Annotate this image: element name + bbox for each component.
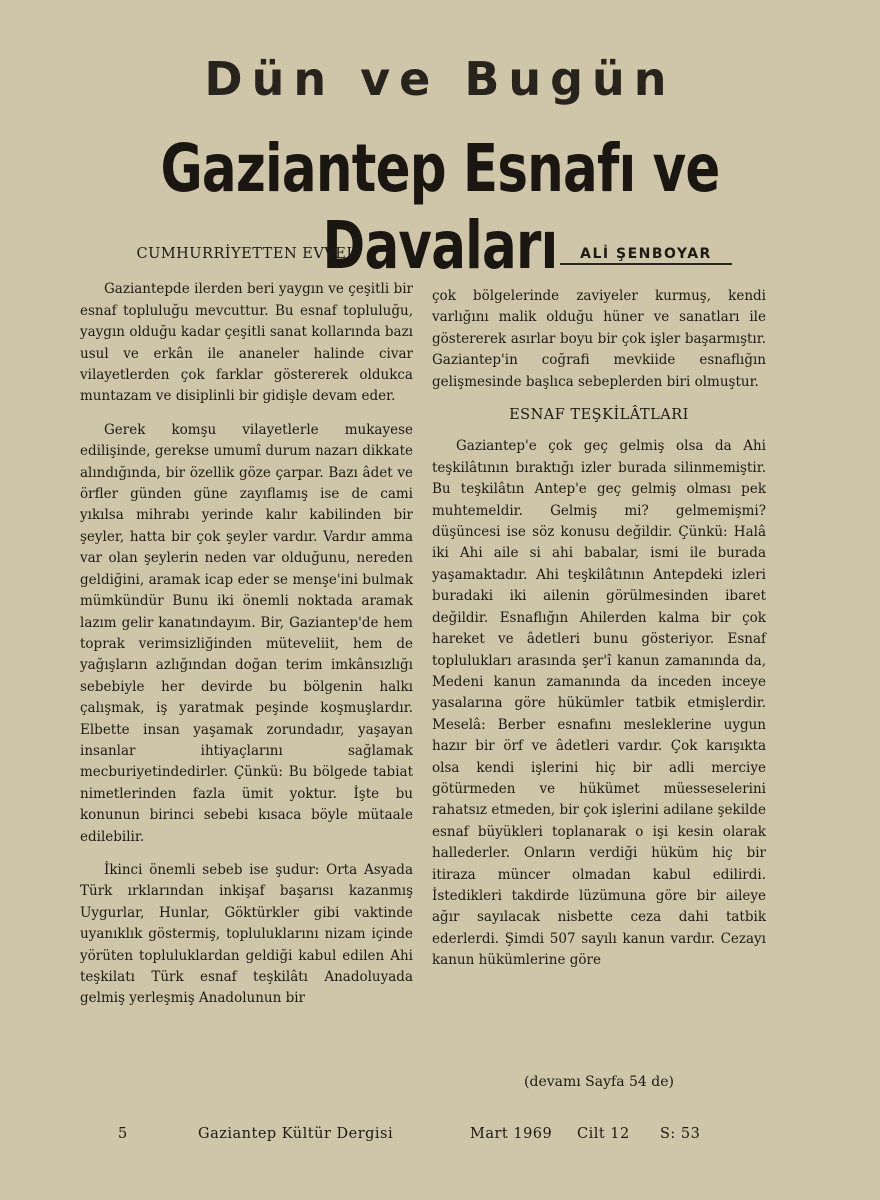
left-paragraph-3: İkinci önemli sebeb ise şudur: Orta Asyada Türk ırklarından inkişaf başarısı kazanmış Uygurlar, Hunlar, Göktürkler gibi vaktinde uyanıklık göstermiş, topluluklarını nizam içinde yörüten topluluklardan geldiği kabul edilen Ahi teşkilatı Türk esnaf teşkilâtı Anadoluyada gelmiş yerleşmiş Anadolunun bir	[80, 861, 413, 1007]
left-paragraph-1: Gaziantepde ilerden beri yaygın ve çeşitli bir esnaf topluluğu mevcuttur. Bu esnaf topluluğu, yaygın olduğu kadar çeşitli sanat kollarında bazı usul ve erkân ile ananeler halinde civar vilayetlerden çok farklar göstererek oldukca muntazam ve disiplinli bir gidişle devam eder.	[80, 281, 413, 405]
footer-issue: S: 53	[660, 1126, 701, 1142]
right-paragraph-1: Gaziantep'e çok geç gelmiş olsa da Ahi teşkilâtının bıraktığı izler burada silinmemiştir. Bu teşkilâtın Antep'e geç gelmiş olması pek muhtemeldir. Gelmiş mi? gelmemişmi? düşüncesi ise söz konusu değildir. Çünkü: Halâ iki Ahi aile si ahi babalar, ismi ile burada yaşamaktadır. Ahi teşkilâtının Antepdeki izleri buradaki iki ailenin görülmesinden ibaret değildir. Esnaflığın Ahilerden kalma bir çok hareket ve âdetleri bunu gösteriyor. Esnaf toplulukları arasında şer'î kanun zamanında da, Medeni kanun zamanında da inceden inceye yasalarına göre hükümler tatbik etmişlerdir. Meselâ: Berber esnafını mesleklerine uygun hazır bir örf ve âdetleri vardır. Çok karışıkta olsa kendi işlerini hiç bir adli merciye götürmeden ve hükümet müesseselerini rahatsız etmeden, bir çok işlerini adilane şekilde esnaf büyükleri toplanarak o işi kesin olarak hallederler. Onların verdiği hüküm hiç bir itiraza müncer olmadan kabul edilirdi. İstedikleri takdirde lüzümuna göre bir aileye ağır sayılacak nisbette ceza dahi tatbik ederlerdi. Şimdi 507 sayılı kanun vardır. Cezayı kanun hükümlerine göre	[432, 438, 766, 969]
article-headline: Gaziantep Esnafı ve Davaları	[160, 130, 720, 284]
footer-magazine-name: Gaziantep Kültür Dergisi	[198, 1126, 394, 1142]
section-title-guild-organizations: ESNAF TEŞKİLÂTLARI	[509, 407, 689, 424]
left-paragraph-2: Gerek komşu vilayetlerle mukayese edilişinde, gerekse umumî durum nazarı dikkate alındığında, bir özellik göze çarpar. Bazı âdet ve örfler günden güne zayıflamış ise de cami yıkılsa mihrabı yerinde kalır kabilinden bir şeyler, hatta bir çok şeyler vardır. Vardır amma var olan şeylerin neden var olduğunu, nereden geldiğini, aramak icap eder se menşe'ini bulmak mümkündür Bunu iki önemli noktada aramak lazım gelir kanatındayım. Bir, Gaziantep'de hem toprak verimsizliğinden müteveliit, hem de yağışların azlığından doğan terim imkânsızlığı sebebiyle her devirde bu bölgenin halkı çalışmak, iş yaratmak peşinde koşmuşlardır. Elbette insan yaşamak zorundadır, yaşayan insanlar ihtiyaçlarını sağlamak mecburiyetindedirler. Çünkü: Bu bölgede tabiat nimetlerinden fazla ümit yoktur. İşte bu konunun birinci sebebi kısaca böyle mütaale edilebilir.	[80, 421, 413, 845]
left-column	[80, 244, 413, 1022]
section-title-before-republic: CUMHURRİYETTEN EVVEL	[136, 246, 357, 262]
footer-page-number: 5	[118, 1126, 128, 1142]
footer-volume: Cilt 12	[577, 1126, 630, 1142]
right-intro-paragraph: çok bölgelerinde zaviyeler kurmuş, kendi varlığını malik olduğu hüner ve sanatları ile göstererek asırlar boyu bir çok işler başarmıştır. Gaziantep'in coğrafi mevkiide esnaflığın gelişmesinde başlıca sebeplerden biri olmuştur.	[432, 288, 766, 390]
kicker-title: Dün ve Bugün	[204, 52, 676, 106]
right-column	[432, 286, 766, 984]
continued-note: (devamı Sayfa 54 de)	[524, 1074, 674, 1090]
author-byline: ALİ ŞENBOYAR	[560, 246, 732, 265]
footer-date: Mart 1969	[470, 1126, 553, 1142]
